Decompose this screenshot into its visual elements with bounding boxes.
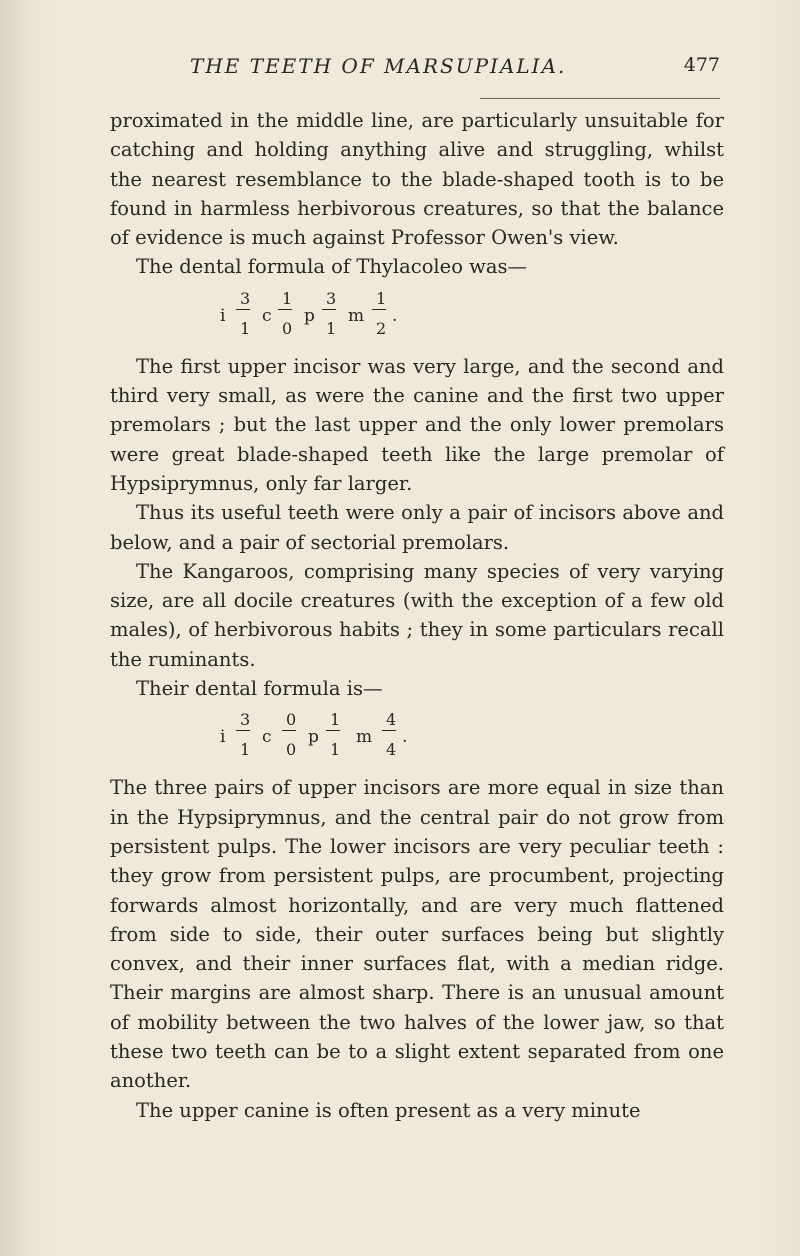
formula-fraction	[230, 284, 260, 344]
formula-upper: 3	[240, 288, 251, 308]
header-rule	[480, 98, 720, 99]
formula-lower: 1	[240, 318, 251, 338]
paragraph: The first upper incisor was very large, and the second and third very small, as were the canine and the first two upper premolars ; but the last upper and the only lower premolars were great blade-shaped teeth like the large premolar of Hypsiprymnus, only far larger.	[110, 354, 724, 495]
formula-upper: 1	[282, 288, 293, 308]
formula-upper: 3	[326, 288, 337, 308]
formula-fraction	[320, 705, 350, 765]
fraction-bar	[322, 309, 336, 310]
fraction-bar	[278, 309, 292, 310]
formula-end: .	[392, 305, 398, 326]
formula-fraction	[316, 284, 346, 344]
formula-upper: 1	[376, 288, 387, 308]
fraction-bar	[372, 309, 386, 310]
fraction-bar	[236, 309, 250, 310]
paragraph: The upper canine is often present as a very minute	[136, 1098, 641, 1122]
formula-fraction	[230, 705, 260, 765]
fraction-bar	[326, 730, 340, 731]
formula-letter: i	[220, 727, 226, 748]
formula-fraction	[272, 284, 302, 344]
formula-lower: 2	[376, 318, 387, 338]
page-number: 477	[683, 54, 720, 76]
formula-lower: 4	[386, 740, 397, 760]
fraction-bar	[282, 730, 296, 731]
formula-upper: 1	[330, 710, 341, 730]
paragraph: proximated in the middle line, are particularly unsuitable for catching and holding anything alive and struggling, whilst the nearest resemblance to the blade-shaped tooth is to be found in harmless herbivorous creatures, so that the balance of evidence is much against Professor Owen's view.	[110, 109, 724, 250]
body-text	[110, 106, 724, 1125]
page-header	[110, 50, 720, 82]
fraction-bar	[236, 730, 250, 731]
paragraph: Thus its useful teeth were only a pair of incisors above and below, and a pair of sectorial premolars.	[110, 501, 724, 554]
dental-formula-kangaroo	[110, 705, 724, 767]
fraction-bar	[382, 730, 396, 731]
paragraph: The Kangaroos, comprising many species of very varying size, are all docile creatures (with the exception of a few old males), of herbivorous habits ; they in some particulars recall the ruminants.	[110, 559, 724, 671]
formula-letter: i	[220, 305, 226, 326]
formula-letter: m	[348, 305, 365, 326]
formula-lower: 1	[330, 740, 341, 760]
formula-upper: 0	[286, 710, 297, 730]
running-title: THE TEETH OF MARSUPIALIA.	[190, 54, 567, 78]
formula-end: .	[402, 727, 408, 748]
formula-letter: p	[304, 305, 315, 326]
formula-letter: c	[262, 727, 272, 748]
paragraph: The three pairs of upper incisors are more equal in size than in the Hypsiprymnus, and the central pair do not grow from persistent pulps. The lower incisors are very peculiar teeth : they grow from persistent pulps, are procumbent, projecting forwards almost horizontally, and are very much flattened from side to side, their outer surfaces being but slightly convex, and their inner surfaces flat, with a median ridge. Their margins are almost sharp. There is an unusual amount of mobility between the two halves of the lower jaw, so that these two teeth can be to a slight extent separated from one another.	[110, 776, 724, 1093]
formula-upper: 4	[386, 710, 397, 730]
formula-lower: 1	[326, 318, 337, 338]
formula-lower: 1	[240, 740, 251, 760]
formula-fraction	[276, 705, 306, 765]
formula-letter: m	[356, 727, 373, 748]
paragraph: Their dental formula is—	[136, 677, 383, 701]
formula-lower: 0	[282, 318, 293, 338]
formula-letter: c	[262, 305, 272, 326]
formula-letter: p	[308, 727, 319, 748]
dental-formula-thylacoleo	[110, 284, 724, 346]
formula-lower: 0	[286, 740, 297, 760]
paragraph: The dental formula of Thylacoleo was—	[136, 255, 527, 279]
formula-upper: 3	[240, 710, 251, 730]
